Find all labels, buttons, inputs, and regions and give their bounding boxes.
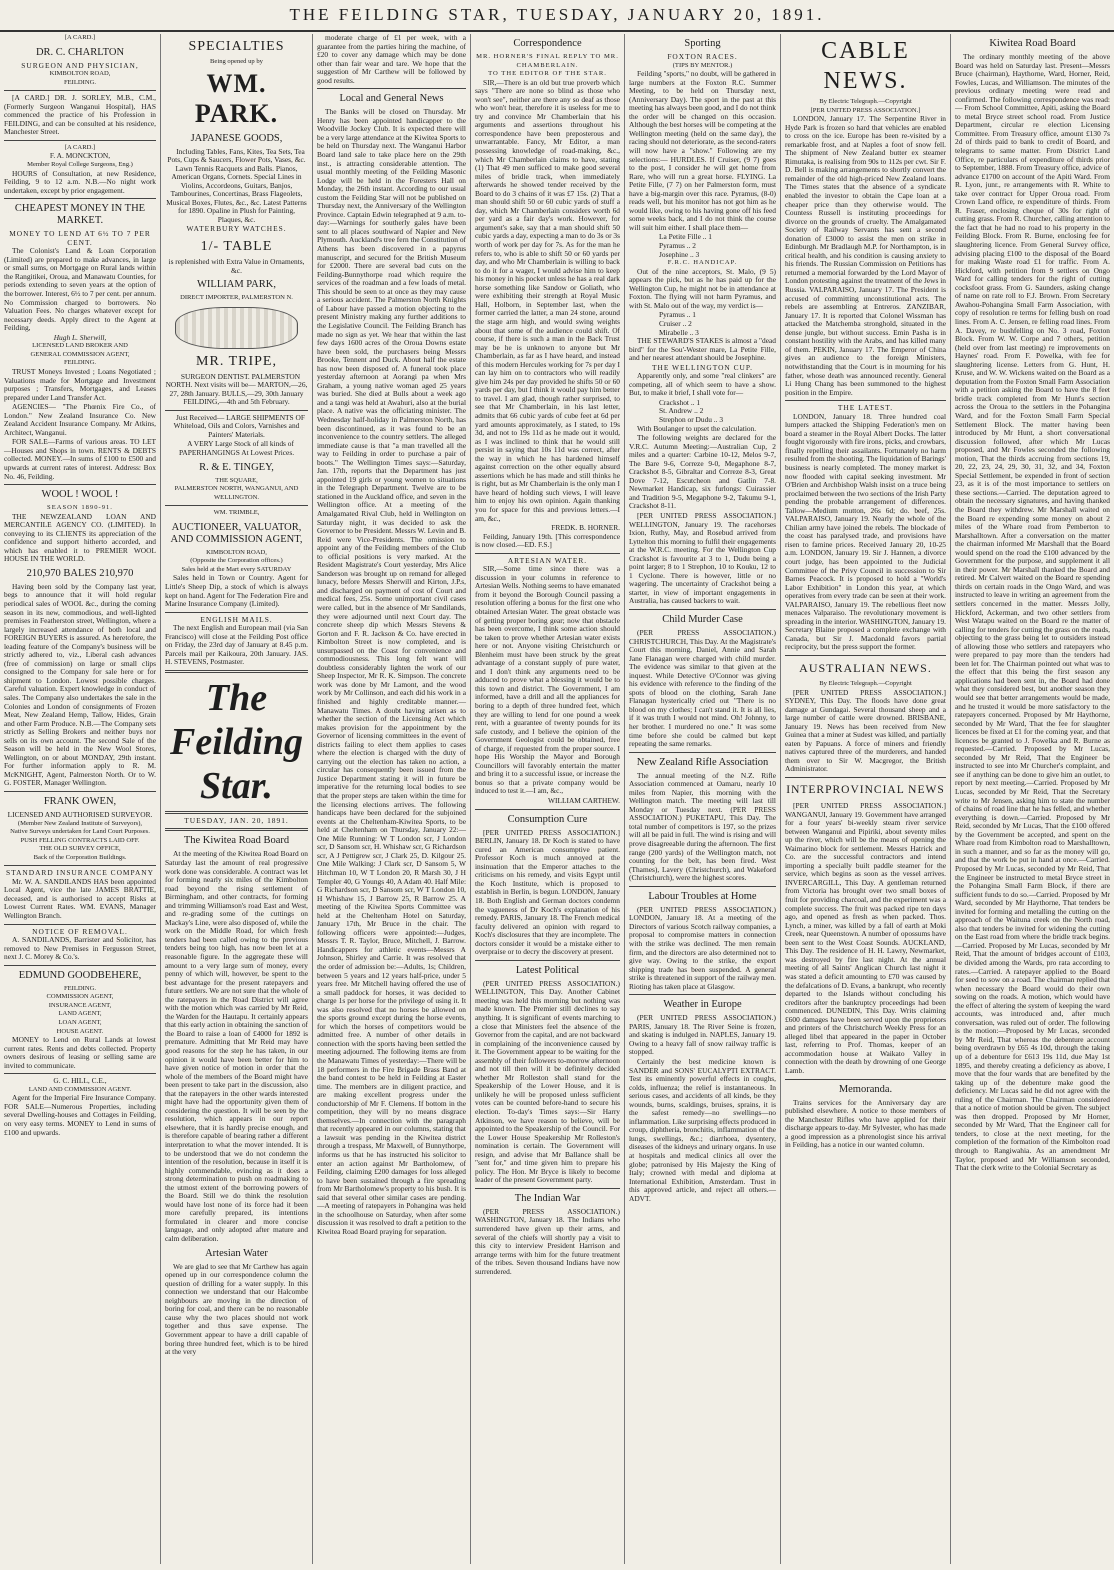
- bracelet-illustration-icon: [175, 307, 298, 349]
- consumption-cure-heading: Consumption Cure: [507, 813, 588, 825]
- horner-letter-signature: FREDK. B. HORNER.: [551, 523, 620, 533]
- ad-nzloan-intro: THE NEWZEALAND LOAN AND MERCANTILE AGENCY CO. (LIMITED). In conveying to its CLIENTS its appreciation of the confidence and support hitherto accorded, and which has enabled it to PREMIER WOOL HOUSE IN THE WORLD.: [4, 511, 156, 564]
- list-item: Pyramus .. 2: [659, 241, 696, 251]
- ad-sherwill-agencies: AGENCIES— "The Phœnix Fire Co., of London." New Zealand Insurance Co. New Zealand Accident Insurance Company. Mr Atkins, Architect, Wanganui.: [4, 402, 156, 437]
- column-1-advertisements: [0, 34, 160, 1564]
- australian-news-heading: AUSTRALIAN NEWS.: [799, 661, 932, 675]
- ad-goodbehere-text: MONEY to Lend on Rural Lands at lowest current rates. Rents and debts collected. Property owners desirous of leasing or selling same are invited to communicate.: [4, 1035, 156, 1070]
- column-4: [470, 34, 624, 1564]
- rifle-association-text: The annual meeting of the N.Z. Rifle Association commenced at Oamaru, nearly 10 miles from Napier, this morning with the Wellington match. The meeting will last till Monday or Tuesday next. (PER PRESS ASSOCIATION.) PUKETAPU, This Day. The total number of competitors is 197, so the prizes will all be paid in full. The wind is rising and will prove disagreeable during the afternoon. The first range (200 yards) of the Wellington match, not counting for the belt, has been fired. West (Thames), Lavery (Christchurch), and Wakeford (Christchurch), were the highest scores.: [629, 770, 776, 883]
- ad-standard-text: Mr. W. A. SANDILANDS HAS been appointed Local Agent, vice the late JAMES BRATTIE, deceased, and is authorised to accept Risks at Lowest Current Rates. WM. EVANS, Manager Wellington Branch.: [4, 876, 156, 921]
- sporting-heading: Sporting: [684, 38, 721, 49]
- latest-political-heading: Latest Political: [515, 964, 580, 976]
- latest-political-text: (PER UNITED PRESS ASSOCIATION.) WELLINGTON, This Day. Another Cabinet meeting was held this morning but nothing was made known. The Premier still declines to say anything. It is significant of events marching to a close that Ministers feel the absence of the Governor from the capital, and are not backward in complaining of the inconvenience caused by it. The Government appear to be waiting for the assembly of their followers to-morrow afternoon and not till then will it be definitely decided whether Mr Rolleston shall stand for the Speakership of the Lower House, and it is unlikely he will be proposed unless sufficient votes can be counted before-hand to secure his election. To-day's Times says:—Sir Harry Atkinson, we have reason to believe, will be appointed to the Speakership of the Council. For the Lower House Speakership Mr Rolleston's nomination is certain. The Government will resign, and advise that Mr Ballance shall be "sent for," and time given him to prepare his policy. The Hon. Mr Bryce is likely to become leader of the present Government party.: [475, 978, 620, 1185]
- ad-park-name: WILLIAM PARK,: [197, 279, 276, 291]
- editorial-artesian-heading: Artesian Water: [205, 1247, 268, 1259]
- ad-money-to-lend: MONEY TO LEND AT 6½ TO 7 PER CENT.: [9, 229, 151, 247]
- ad-sorley: [A CARD.] DR. J. SORLEY, M.B., C.M., (Formerly Surgeon Wanganui Hospital), HAS commenced the practice of his Profession in FEILDING, and can be consulted at his residence, Manchester Street.: [4, 93, 156, 137]
- ad-monckton-card: [A CARD.]: [64, 143, 96, 151]
- ad-owen-back: Back of the Corporation Buildings.: [33, 853, 127, 861]
- ad-charlton-town: FEILDING.: [63, 78, 97, 86]
- masthead-title: THE FEILDING STAR, TUESDAY, JANUARY 20, 1891.: [289, 5, 825, 24]
- issue-dateline: TUESDAY, JAN. 20, 1891.: [184, 815, 289, 825]
- road-board-report-heading: Kiwitea Road Board: [989, 38, 1076, 49]
- ad-owen-native: Native Surveys undertaken for Land Court Purposes.: [10, 828, 150, 836]
- ad-owen-bush: PUSH FELLING CONTRACTS LAID OFF.: [20, 836, 140, 844]
- wellington-cup-heading: THE WELLINGTON CUP.: [651, 362, 754, 372]
- ad-wm-park: WM. PARK.: [194, 68, 279, 128]
- ad-monckton-member: Member Royal College Surgeons, Eng.): [27, 161, 133, 169]
- artesian-letter-heading: ARTESIAN WATER.: [507, 555, 588, 565]
- list-item: Cruiser .. 2: [659, 318, 692, 328]
- indian-war-heading: The Indian War: [514, 1192, 581, 1204]
- ad-goodbehere-line-1: FEILDING.: [63, 984, 97, 992]
- ad-trimble-road: KIMBOLTON ROAD,: [206, 548, 267, 556]
- ad-charlton-card: [A CARD.]: [64, 34, 96, 41]
- interprovincial-news-heading: INTERPROVINCIAL NEWS: [786, 784, 945, 797]
- ad-monckton-hours: HOURS of Consultation, at new Residence, Feilding, 9 to 12 a.m. N.B.—No night work undertaken, except by prior engagement.: [4, 168, 156, 195]
- ad-goodbehere-line-5: LOAN AGENT,: [58, 1018, 102, 1026]
- ad-tingey-wellington: WELLINGTON.: [213, 493, 260, 501]
- editorial-kiwitea-heading: The Kiwitea Road Board: [183, 835, 290, 847]
- ad-sherwill-sale: FOR SALE—Farms of various areas. TO LET—Houses and Shops in town. RENTS & DEBTS collected. MONEY.—In sums of £100 to £500 and upwards at current rates of interest. Address: Box No. 46, Feilding.: [4, 437, 156, 481]
- labour-troubles-heading: Labour Troubles at Home: [648, 890, 757, 902]
- memoranda-text: Trains services for the Anniversary day are published elsewhere. A notice to those members of the Manchester Rifles who have applied for their discharge appears to-day. Mr Sylvester, who has made a good impression as a phrenologist since his arrival in Feilding, has a notice in our wanted column.: [785, 1097, 946, 1150]
- child-murder-text: (PER PRESS ASSOCIATION.) CHRISTCHURCH, This Day. At the Magistrate's Court this morning, Daniel, Annie and Sarah Jane Flanagan were charged with child murder. The evidence was similar to that given at the inquest. While Detective O'Connor was giving his evidence with reference to the finding of the spots of blood on the clothing, Sarah Jane Flanagan hysterically cried out "There is no blood on my clothes; I can't stand it. It is all lies, if it was truth I would not mind. Oh! Johnny, to her brother. I murdered no one." It was some time before she could be calmed but kept repeating the same remarks.: [629, 628, 776, 749]
- ad-removal-text: A. SANDILANDS, Barrister and Solicitor, has removed to New Premises in Fergusson Street, next J. C. Morey & Co.'s.: [4, 935, 156, 962]
- frc-handicap-text: Out of the nine acceptors, St. Malo, (9 5) appears the pick, but as he has paid up for the Wellington Cup, he might not be in attendance at Foxton. The flying will not harm Pyramus, and with St. Malo out of the way, my verdict is—: [629, 266, 776, 310]
- wellington-cup-text: Apparently only, and some "real clinkers" are competing, all of which seem to have a show. But, to make it brief, I shall vote for—: [629, 371, 776, 398]
- ad-standard-heading: STANDARD INSURANCE COMPANY: [6, 868, 154, 878]
- ad-tripe-text: SURGEON DENTIST. PALMERSTON NORTH. Next visits will be— MARTON,—26, 27, 28th January. BULLS,—29, 30th January FEILDING,—4th and 5th February.: [165, 371, 308, 407]
- correspondence-heading: Correspondence: [513, 38, 582, 49]
- indian-war-text: (PER PRESS ASSOCIATION.) WASHINGTON, January 18. The Indians who surrendered have given up their arms, and several of the chiefs will shortly pay a visit to this city to interview President Harrison and arrange terms with him for the future treatment of the tribes. Seven thousand Indians have now surrendered.: [475, 1206, 620, 1276]
- ad-tingey-name: R. & E. TINGEY,: [199, 461, 274, 473]
- ad-received: Just Received— LARGE SHIPMENTS OF Whiteload, Oils and Colors, Varnishes and Painters' Materials.: [173, 412, 305, 439]
- editorial-artesian-text: We are glad to see that Mr Carthew has again opened up in our correspondence column the question of drilling for a water supply. In this connection we understand that our Halcombe neighbours are moving in the direction of boring for coal, and there can be no reasonable cause why the two places should not work together and thus save expense. The Government appear to have a drill capable of boring three hundred feet, which is to be hired at the very: [165, 1261, 308, 1357]
- local-news-text: The Banks will be closed on Thursday. Mr Henry has been appointed handicapper to the Woodville Jockey Club. It is expected there will be a very large attendance at the Kiwitea Sports to be held on Thursday next. The Wanganui Harbor Board land sale to take place here on the 29th inst., is attracting considerable attention. The usual monthly meeting of the Feilding Masonic Lodge will be held in the Foresters Hall on Monday, the 26th instant. According to our usual custom the Feilding Star will not be published on Thursday next, the Anniversary of the Wellington Province. Captain Edwin telegraphed at 9 a.m. to-day:—Warnings for southerly gales have been sent to all places southward of Napier and New Plymouth. Auckland's tree fern the Constitution of Athens has been discovered in a papyrus manuscript, and secured for the British Museum for £2000. There are several bad cuts on the Feilding-Bunnythorpe road which require the services of the roadman and a few loads of metal. This should be seen to at once as they may cause a serious accident. The Palmerston North Knights of Labour have passed a motion objecting to the present Ministry making any further additions to the Legislative Council. The Feilding Branch has made no sign as yet. We hear that within the last few days 1600 acres of the Oroua Downs estate have been sold, the purchasers being Messrs Brooke, Tennent and Duck. About half the estate has now been disposed of. A funeral took place yesterday afternoon at Aorangi pa when Mrs Graham, a young native woman aged 25 years was buried. She died at Bulls about a week ago and a tangi was held at Awahuri, also at the burial place. A native was the officiating minister. The Wednesday half-holiday in Palmerston North, has been discontinued, as it was found to be an inconvenience to the country settlers. The alleged immediate cause is that "a man travelled all the way to Feilding in order to purchase a pair of boots." The Wellington Times says:—Saturday, Jan. 17th, reports that the Department has just appointed 19 girls or young women to situations in the Telegraph Department. Twelve are to be stationed in the Auckland office, and seven in the Wellington office. At a meeting of the Amalgamated Rival Club, held in Wellington on Saturday night, it was decided to ask the Governor to be President. Messrs W. Levin and B. Reid were Vice-Presidents. The omission to appoint any of the Feilding members of the Club to official positions is very marked. At the Resident Magistrate's Court yesterday, Mrs Alice Sanderson was brought up on remand for alleged lunacy, before Messrs Sherwill and Kirton, J.P.s, and discharged on payment of cost of Court and medical fees, 25s. Some unimportant civil cases were called, but in the absence of Mr Sandilands, they were adjourned until next Court day. The concrete sheep dip which Messrs Stevens & Gorton and F. R. Jackson & Co. have erected in Kimbolton Street is now completed, and is unsurpassed on the Coast for convenience and commodiousness. This long felt want will doubtless considerably lighten the work of our Sheep Inspector, Mr R. K. Simpson. The concrete work was done by Mr Lamont, and the wood work by Mr Collinson, and each did his work in a finished and highly creditable manner.—Manawatu Times. A doubt having arisen as to whether the section of the Licensing Act which makes provision for the appointment by the Governor of licensing committees in the event of districts failing to elect them applies to cases where the election is charged with the duty of carrying out the election has taken no action, a circular has consequently been issued from the Justice Department stating it will in future be imperative for the returning local bodies to see that the proper steps are taken within the time for the licensing elections arrives. The following handicaps have been declared for the subjoined events at the Cheltenham-Kiwitea Sports, to be held at Cheltenham on Thursday, January 22:—One Mile Running: W T London scr, J London scr, D Sansom scr, H. Whishaw scr, G Richardson scr, A J Pettigrew scr, J Clark 25, D. Kilgour 25. One Mile Walking: J Clark scr, D Sansom 5, W Hitchman 10, W T London 20, R Marsh 30, J H Templer 40, G Youngs 40, A Adam 40. Half Mile: G Richardson scr, D Sansom scr, W T London 10, H Whishaw 15, J Barrow 25, R Barrow 25. A meeting of the Kiwitea Sports Committee was held at the Cheltenham Hotel on Saturday, January 17th, Mr Bruce in the chair. The following officers were appointed:—Judges, Messrs T. R. Taylor, Bruce, Mitchell, J. Barrow. Handicappers for athletic events—Messrs A Johnson, Shirley and Carrie. It was resolved that the order of admission be:—Adults, 1s; Children, between 5 years and 12 years half-price, under 5 years free. Mr Mitchell having offered the use of a small paddock for horses, it was decided to charge 1s per horse for the privilege of using it. It was also resolved that no horses be allowed on the sports ground except during the horse events, for which the horses of competitors would be admitted free. A number of other details in connection with the sports having been settled the meeting adjourned. The following items are from the Manawatu Times of yesterday:—There will be 18 performers in the Fire Brigade Brass Band at the band contest to be held in Feilding at Easter time. The members are in diligent practice, and are making excellent progress under the conductorship of Mr F. Clemens. If bottom in the competition, they will by no means disgrace themselves.—In connection with the paragraph that recently appeared in our columns, stating that a lawsuit was pending in the Kiwitea district through a trespass, Mr Maxwell, of Bunnythorpe, informs us that he has instructed his solicitor to enter an action against Mr Bartholomew, of Feilding, claiming £200 damages for loss alleged to have been sustained through a fire spreading from Mr Bartholomew's property to his bush. It is said that several other similar cases are pending.—A meeting of ratepayers in Pohangina was held in the schoolhouse on Saturday, when after some discussion it was resolved to draft a petition to the Kiwitea Road Board praying for separation.: [317, 107, 467, 1236]
- list-item: Crackshot .. 1: [659, 397, 701, 407]
- horner-letter-heading: MR. HORNER'S FINAL REPLY TO MR. CHAMBERLAIN.: [476, 53, 619, 69]
- ad-hill-name: G. C. HILL, C.E.,: [53, 1076, 107, 1086]
- column-3: [312, 34, 470, 1564]
- list-item: La Petite Fille .. 1: [659, 232, 712, 242]
- ad-specialties: SPECIALTIES: [188, 39, 285, 54]
- ad-trimble-sales: Sales held at the Mart every SATURDAY: [181, 565, 292, 573]
- ad-wool-season: SEASON 1890-91.: [47, 504, 113, 512]
- masthead: [0, 0, 1114, 32]
- ad-trimble-title: AUCTIONEER, VALUATOR, AND COMMISSION AGENT,: [170, 521, 303, 545]
- wellington-cup-text-2: With Boulanger to upset the calculation.: [637, 423, 757, 433]
- list-item: Strephon or Dudu .. 3: [659, 414, 724, 424]
- ad-owen-title: LICENSED AND AUTHORISED SURVEYOR.: [7, 810, 153, 820]
- ad-charlton-name: DR. C. CHARLTON: [35, 46, 125, 58]
- ad-trimble-text: Sales held in Town or Country. Agent for Little's Sheep Dip, a stock of which is always kept on hand. Agent for The Federation Fire and Marine Insurance Company (Limited).: [165, 573, 308, 609]
- ad-charlton-road: KIMBOLTON ROAD,: [49, 70, 111, 78]
- the-latest-heading: THE LATEST.: [837, 403, 894, 413]
- weather-europe-heading: Weather in Europe: [663, 999, 742, 1011]
- cable-news-text: LONDON, January 17. The Serpentine River in Hyde Park is frozen so hard that vehicles are enabled to cross on the ice. Europe has been re-visited by a remarkable frost, and at Naples a foot of snow fell. The shipment of New Zealand butter ex steamer Rimutaka, is realising from 90s to 112s per cwt. Sir F. D. Bell is making arrangements to shortly convert the remainder of the old high-priced New Zealand loans. The Times states that the absence of a syndicate enabled the investor to obtain the Cape loan at a cheaper price than they otherwise would. The Countess Russell is instituting proceedings for divorce on the grounds of cruelty. The Amalgamated Society of Railway Servants has sent a second donation of £3000 to assist the men on strike in Edinburgh. Mr Bradlaugh M.P. for Northampton, is in critical health, and his condition is causing anxiety to his friends. The Russian Commission on Petitions has returned a memorial forwarded by the Lord Mayor of London protesting against the treatment of the Jews in Russia. VALPARAISO, January 17. The President is accused of committing unconstitutional acts. The rebels are assembling at Entreros. ZANZIBAR, January 17. It is reported that Colonel Wissman has attacked the Matchemba stronghold, situated in the dense jungle, but without success. Emin Pasha is in constant hostility with the Arabs, and has killed many of them. PEKIN, January 17. The Emperor of China gives an audience to the foreign Ministers, notwithstanding that the Court is in mourning for his father, whose death was announced recently. General Li Hung Chang has been summoned to the highest position in the Empire.: [785, 114, 946, 397]
- consumption-cure-text: [PER UNITED PRESS ASSOCIATION.] BERLIN, January 18. Dr Koch is stated to have cured an American consumptive patient. Professor Koch is much annoyed at the insinuation that the Emperor attaches to the criticisms on his remedy, and visits Egypt until the Koch Institute, which is proposed to establish in Berlin, is begun. LONDON, January 18. Both English and German doctors condemn the vagueness of Dr Koch's explanation of his remedy. PARIS, January 18. The French medical faculty delivered an opinion with regard to Koch's disclosures that they are incomplete. The doctors consider it would be a mistake either to overpraise or to decry the discovery at present.: [475, 827, 620, 957]
- column-7: [950, 34, 1114, 1564]
- ad-japanese-text: Including Tables, Fans, Kites, Tea Sets, Tea Pots, Cups & Saucers, Flower Pots, Vases, &c. Lawn Tennis Racquets and Balls. Pianos, American Organs, Cornets. Special Lines in Violins, Accordeons, Guitars, Banjos, Tambourines, Concertinas, Brass Flageolets, Musical Boxes, Flutes, &c., &c. Latest Patterns for 1890. Opaline in Plush for Painting, Plaques, &c.: [166, 146, 307, 224]
- ad-goodbehere-line-6: HOUSE AGENT.: [56, 1027, 104, 1035]
- ad-being-opened: Being opened up by: [210, 58, 263, 65]
- ad-goodbehere-name: EDMUND GOODBEHERE,: [18, 969, 142, 981]
- horner-letter-editor: TO THE EDITOR OF THE STAR.: [488, 70, 607, 78]
- vrc-weights-text: The following weights are declared for the V.R.C. Autumn Meeting:—Australian Cup, 2 miles and a quarter: Carbine 10-12, Melos 9-7, The Bare 9-6, Correze 9-0, Megaphone 8-7, Crackshot 8-5, Gibraltar and Correze 8-3, Great Dove 7-12, Escutcheon and Gatlin 7-8. Newmarket Handicap, six furlongs: Cuirassier and Tradition 9-5, Megaphone 9-2, Takumu 9-1, Crackshot 8-11.: [629, 433, 776, 511]
- ad-wool-heading: WOOL ! WOOL !: [41, 489, 119, 501]
- cable-upa: [PER UNITED PRESS ASSOCIATION.]: [810, 106, 921, 114]
- notice-english-mails-text: The next English and European mail (via San Francisco) will close at the Feilding Post office on Friday, the 23rd day of January at 8.45 p.m. Parcels mail per Kaikoura, 20th January. JAS. H. STEVENS, Postmaster.: [165, 623, 308, 667]
- ad-table: 1/- TABLE: [200, 239, 273, 255]
- ad-nzloan-body: Having been sold by the Company last year, begs to announce that it will hold regular periodical sales of WOOL &c., during the coming season in its new, commodious, and well-lighted premises in Featherston street, Wellington, where a largely increased attendance of both local and FOREIGN BUYERS is assured. As heretofore, the leading feature of the Company's business will be strictly adhered to, viz., Liberal cash advances (free of commission) on large or small clips consigned to the Company for sale here or for shipment to London. Lowest possible charges. Careful valuation. Expert knowledge in conduct of sales. The Company also undertakes the sale in the Colonies and London of consignments of Frozen Meat, New Zealand Hemp, Tallow, Hides, Grain and other Farm Produce. N.B.—The Company sets strictly as Selling Brokers and neither buys nor sells on its own account. The second Sale of the Season will be held in the New Wool Stores, Wellington, on or about MONDAY, 29th instant. For further information apply to R. M. McKNIGHT, Agent, Palmerston North. Or to W. G. FOSTER, Manager Wellington.: [4, 581, 156, 788]
- labour-troubles-text: (PER UNITED PRESS ASSOCIATION.) LONDON, January 18. At a meeting of the Directors of various Scotch railway companies, a proposal to compromise matters in connection with the strike was declined. The men remain firm, and the directors are also determined not to give way. Owing to the strike, the export shipping trade has been suspended. A general strike is threatened in support of the railway men. Rioting has taken place at Glasgow.: [629, 904, 776, 991]
- list-item: Mirabelle .. 3: [659, 327, 699, 337]
- ad-hill-title: LAND AND COMMISSION AGENT.: [28, 1085, 132, 1093]
- memoranda-heading: Memoranda.: [838, 1083, 893, 1095]
- cable-news-heading: CABLE NEWS.: [821, 38, 910, 94]
- ad-goodbehere-line-4: LAND AGENT,: [58, 1010, 102, 1018]
- eucalypti-advert-text: Certainly the best medicine known is SANDER and SONS' EUCALYPTI EXTRACT. Test its eminently powerful effects in coughs, colds, influenza; the relief is instantaneous. In serious cases, and accidents of all kinds, be they wounds, burns, scaldings, bruises, sprains, it is the safest remedy—no swellings—no inflammation. Like surprising effects produced in croup, diphtheria, bronchitis, inflammation of the lungs, swellings, &c.; diarrhoea, dysentery, diseases of the kidneys and urinary organs. In use at hospitals and medical clinics all over the globe; patronised by His Majesty the King of Italy; crowned with medal and diploma at International Exhibition, Amsterdam. Trust in this approved article, and reject all others.—ADVT.: [629, 1056, 776, 1203]
- ad-goodbehere-line-3: INSURANCE AGENT,: [48, 1001, 112, 1009]
- ad-tingey-square: THE SQUARE,: [215, 476, 258, 484]
- ad-goodbehere-line-2: COMMISSION AGENT,: [46, 993, 114, 1001]
- ad-tingey-towns: PALMERSTON NORTH, WANGANUI, AND: [174, 485, 299, 493]
- stewards-stakes-text: THE STEWARD'S STAKES is almost a "dead bird" for the Sou'-Wester mare, La Petite Fille, and her nearest attendant should be Josephine.: [629, 336, 776, 363]
- editorial-kiwitea-text: At the meeting of the Kiwitea Road Board on Saturday last the amount of real progressive work done was considerable. A contract was let for forming nearly six miles of the Kimbolton road beyond the rising settlement of Birmingham, and other contracts, for forming and trimming Williamson's road East and West, and re-grading some of the cuttings on Mackay's Line, were also disposed of, while the work on the Middle Road, for which fresh tenders had been called owing to the previous tenders being too high, has now been let at a reasonable figure. In the aggregate these will amount to a very large sum of money, every penny of which will, however, be spent to the best advantage for the present ratepayers and future settlers. We are not sure that the whole of the ratepayers in the Road District will agree with the motion which was carried by Mr Reid, the Warden for the Hautapu. It certainly appears that this early action in obtaining the sanction of the Board to raise a loan of £4000 for 1892 is premature. Admitting that Mr Reid may have good reasons for the step he has taken, in our opinion it would have been better for him to have given notice of motion in order that the whole of the members of the Board might have been present to take part in the discussion, also that the ratepayers in the other wards interested might have had the opportunity given them of considering the question. It will be seen by the resolution, which appears in our report elsewhere, that it is hardly precise enough, and is therefore capable of bearing rather a different interpretation to what the mover intended. It is to be understood that we do not condemn the intention of the resolution, because in itself it is highly commendable, evincing as it does a strong determination to push on roadmaking to the utmost extent of the borrowing powers of the Board. Still we do think the resolution would have lost none of its force had it been more carefully prepared, its intentions formulated in clearer and more concise language, and only adopted after mature and calm deliberation.: [165, 849, 308, 1244]
- artesian-letter-signature: WILLIAM CARTHEW.: [548, 796, 620, 806]
- ad-sherwill-title: LICENSED LAND BROKER AND: [32, 342, 128, 350]
- ad-colonists-loan: The Colonist's Land & Loan Corporation (Limited) are prepared to make advances, in large or small sums, on Mortgage on Rural lands within the Rangitikei, Oroua, and Manawatu Counties, for periods extending to seven years at the option of the borrower. Interest, 6½ to 7 per cent. per annum. No Commission charged to borrowers. No Valuation Fees. No charges whatever except for necessary deeds. Apply direct to the Agent at Feilding,: [4, 246, 156, 333]
- cable-copyright: By Electric Telegraph.—Copyright: [819, 98, 912, 105]
- ad-charlton-title: SURGEON AND PHYSICIAN,: [21, 60, 139, 70]
- ad-park-importer: DIRECT IMPORTER, PALMERSTON N.: [180, 294, 293, 302]
- artesian-letter-text: SIR,—Some time since there was a discussion in your columns in reference to Artesian Wells. Nothing seems to have emanated from it beyond the Borough Council passing a resolution offering a bonus for the first one who obtained Artesian Water. The great obstacle was of getting proper boring gear; now that obstacle has been overcome, I think some action should be taken to prove whether Artesian water exists here or not. Anyone visiting Christchurch or Blenheim must have been struck by the great advantage of a constant supply of pure water, and I don't think any arguments need to be adduced to prove what a blessing it would be to this town and district. The Government, I am informed, have a drill and all the appliances for boring to a depth of three hundred feet, which they are willing to lend for one pound a week rent, with a guarantee of twenty pounds for its safe custody, and I believe the opinion of the Government Geologist could be obtained, free of charge, if requested from the proper source. I hope His Worship the Mayor and Borough Councillors will favorably entertain the matter and bring it to a successful issue, or increase the bonus so that a private company would be induced to test it.—I am, &c.,: [475, 564, 620, 796]
- local-news-heading: Local and General News: [339, 93, 444, 105]
- ad-paperhangings: A VERY Large Stock of all kinds of PAPERHANGINGS At Lowest Prices.: [178, 439, 295, 458]
- rifle-association-heading: New Zealand Rifle Association: [636, 756, 769, 768]
- foxton-tips-by: (TIPS BY MENTOR.): [672, 61, 733, 69]
- ad-monckton-name: F. A. MONCKTON,: [49, 151, 111, 161]
- ad-owen-name: FRANK OWEN,: [43, 796, 117, 808]
- ad-sherwill-agent: GENERAL COMMISSION AGENT,: [30, 350, 130, 358]
- child-murder-heading: Child Murder Case: [662, 614, 743, 625]
- ad-sherwill-name: Hugh L. Sherwill,: [53, 332, 107, 342]
- ad-waterbury: WATERBURY WATCHES.: [186, 224, 287, 234]
- notice-english-mails: ENGLISH MAILS.: [200, 614, 273, 624]
- frc-handicap-heading: F.R.C. HANDICAP.: [667, 259, 738, 267]
- ad-tripe-name: MR. TRIPE,: [196, 353, 277, 369]
- horner-letter-note: Feilding, January 19th. [This correspondence is now closed.—ED. F.S.]: [475, 531, 620, 550]
- ad-sherwill-town: FEILDING.: [63, 359, 97, 367]
- the-latest-text: LONDON, January 18. Three hundred coal lumpers attacked the Shipping Federation's men on board a steamer in the Royal Albert Docks. The latter fought vigorously with fire irons, picks, and crowbars, finally repelling their assailants. Fortunately no harm resulted from the shooting. The liquidation of Barings' business is nearly completed. The money market is now flooded with capital seeking investment. Mr O'Brien and Archbishop Walsh insist on a truce being proclaimed between the two sections of the Irish Party pending the probable arrangement of differences. Tallow—Medium mutton, 26s 6d; do. beef, 25s. VALPARAISO, January 19. Nearly the whole of the Chilian army have joined the rebels. The blockade of the coast has paralysed trade, and provisions have risen to famine prices. Received January 20, 10-25 a.m. LONDON, January 19. Sir J. Hannen, a divorce court judge, has been appointed to the Judicial Committee of the Privy Council in succession to Sir Barnes Peacock. It is proposed to hold a "World's Labor Exhibition" in London this year, at which operatives from every trade can be seen at their work. VALPARAISO, January 19. The rebellious fleet now menaces Valparaiso. The revolutionary movement is spreading in the interior. WASHINGTON, January 19. Secretary Blaine proposed a complete exchange with Canada, but Sir J. Macdonald favors partial reciprocity, but the press support the former.: [785, 411, 946, 652]
- ad-nzloan-bales: 210,970 BALES 210,970: [26, 567, 134, 579]
- editorial-artesian-continued: moderate charge of £1 per week, with a guarantee from the parties hiring the machine, of £20 to cover any damage which may be done other than fair wear and tare. We hope that the suggestion of Mr Carthew will be followed by good results.: [317, 34, 466, 85]
- list-item: Pyramus .. 1: [659, 310, 696, 320]
- foxton-races-text: Feilding "sports," no doubt, will be gathered in large numbers at the Foxton R.C. Summer Meeting, to be held on Thursday next, (Anniversary Day). The sport in the past at this meeting has always been good, and I do not think the order will be changed on this occasion. Although the best horses will be competing at the Wellington meeting (held on the same day), the racing should not deteriorate, as the second-raters will now have a "show." Following are my selections:— HURDLES. If Cruiser, (9 7) goes to the post, I consider he will get home from Rare, who will run a great horse. FLYING. La Petite Fille, (7 7) on her Palmerston form, must have a big-margin over this race. Pyramus, (8-0) reads well, but his monitor has not got him as he would like, owing to his having gone off his feed some weeks back, and I do not think the course will suit him either. I shall place them—: [629, 69, 776, 232]
- ad-owen-office: THE OLD SURVEY OFFICE,: [39, 845, 121, 853]
- foxton-races-heading: FOXTON RACES.: [667, 52, 738, 61]
- ad-trimble-name: WM. TRIMBLE,: [213, 509, 260, 517]
- weather-europe-text: (PER UNITED PRESS ASSOCIATION.) PARIS, January 18. The River Seine is frozen, and skating is indulged in. NAPLES, January 19. Owing to a heavy fall of snow railway traffic is stopped.: [629, 1013, 776, 1057]
- ad-table-text: is replenished with Extra Value in Ornaments, &c.: [168, 257, 305, 275]
- list-item: St. Andrew .. 2: [659, 406, 704, 416]
- ad-japanese-goods: JAPANESE GOODS,: [190, 132, 283, 144]
- interprovincial-news-text: [PER UNITED PRESS ASSOCIATION.] WANGANUI, January 19. Government have arranged for a four years' bi-weekly steam river service between Wanganui and Pipiriki, about seventy miles up the river, which will be the means of opening the Waimarino block for settlement. Messrs Hatrick and Co. are the successful contractors and intend importing a specially built paddle steamer for the service, which begins as soon as the vessel arrives. INVERCARGILL, This Day. A gentleman returned from Victoria has brought over two small boxes of fruit for providing charcoal, and the experiment was a complete success. The fruit was packed ripe ten days ago, and opened as fresh as when packed. Thos. Lynch, a miner, was killed by a fall of earth at Moki Creek, near Queenstown. A number of opossums have been sent to the West Coast Sounds. AUCKLAND, This Day. The residence of H. H. Lawry, Newmarket, was destroyed by fire last night. At the annual meeting of all Saints' Anglican Church last night it was stated a deficit amounting to £70 was caused by the defalcations of D. Evans, a bankrupt, who recently departed to the Islands without concluding his creditors after the bankruptcy proceedings had been commenced. DUNEDIN, This Day. Writs claiming £600 damages have been served upon the proprietors and printers of the Christchurch Weekly Press for an alleged libel that appeared in the paper in October last, referring to Prof. Thomas, keeper of an accommodation house at Waikato Valley in connection with the death by drowning of one George Lamb.: [785, 801, 946, 1075]
- ad-hill-text: Agent for the Imperial Fire Insurance Company. FOR SALE—Numerous Properties, including several Dwelling-houses and Cottages in Feilding, on very easy terms. MONEY to Lend in sums of £100 and upwards.: [4, 1093, 156, 1137]
- list-item: Josephine .. 3: [659, 249, 700, 259]
- newspaper-nameplate: The Feilding Star.: [169, 676, 304, 807]
- ad-sherwill-trust: TRUST Moneys Invested ; Loans Negotiated ; Valuations made for Mortgage and Investment purposes ; Transfers, Mortgages, and Leases prepared under Land Transfer Act.: [4, 366, 156, 402]
- ad-cheapest-money: CHEAPEST MONEY IN THE MARKET.: [14, 203, 146, 227]
- column-2: [160, 34, 312, 1564]
- ad-owen-member: (Member New Zealand Institute of Surveyors),: [17, 819, 143, 827]
- ad-trimble-opposite: (Opposite the Corporation offices.): [190, 557, 283, 565]
- column-6: [780, 34, 950, 1564]
- horner-letter-text: SIR,—There is an old but true proverb which says "There are none so blind as those who won't see", neither are there any so deaf as those who won't hear, therefore it is useless for me to try and convince Mr Chamberlain that his arguments and assertions throughout his correspondence have been preposterous and unwarrantable. Fancy, Mr Editor, a man possessing knowledge of road-making, &c., which Mr Chamberlain claims to have, stating (1) That 49 men sufficed to make good several miles of bridle track, when immediately afterwards he showed tender received by the Board to do 3 chains of it was £7 15s. (2) That a man should shift 50 or 60 cubic yards of stuff a day, which Mr Chamberlain considers worth 6d per yard as a fair day's work. However, for argument's sake, say that a man should shift 50 cubic yards a day, expecting a man to do 3s or 3s worth of work per day for 7s. As for the man he refers to, who is able to shift 50 or 60 yards per day, and who Mr Chamberlain is willing to back to do it for a wager, I would advise him to keep his money in his pocket unless he has a real dark horse something like Sandow or Goliath, who were exhibiting their strength at Royal Music Hall, Holborn, in September last, when the former carried the latter, a man 24 stone, around the stage arm high, and would swing weights about that some of the audience could shift. Of course, if there is such a man in the Back Trust may be he is unknown to anyone but Mr Chamberlain, as far as I have heard, and instead of this modern Hercules working for 7s per day I can lay him on to contractors who will readily give him 24s per day provided he shifts 50 or 60 yards per day, but I think it would pay him better to travel. I am glad, though rather surprised, to see that Mr Chamberlain, in his last letter, admits that 66 cubic yards of cube feet at 6d per yard amounts approximately, as I stated, to 19s 3d, and not to 19s 11d as he made out it would, as I was inclined to think that he would still persist in saying that 10s 11d was correct, after the way in which he has hardened himself against correction on the other equally absurd assertions which he has made and still thinks he is right, but as Mr Chamberlain is the only man I have heard of holding such views, I will leave him to enjoy his own opinion. Again thanking you for space for this and previous letters.—I am, &c.,: [475, 77, 620, 523]
- racing-news-text: [PER UNITED PRESS ASSOCIATION.] WELLINGTON, January 19. The racehorses Ixion, Ruthy, May, and Rosebud arrived from Lyttelton this morning to fulfil their engagements at the W.R.C. meeting. For the Wellington Cup Crackshot is favourite at 3 to 1, Dudu being a point larger; 8 to 1 Strephon, 10 to Kouku, 12 to 1 Cyclone. There is however, little or no wagering. The uncertainty of Crackshot being a starter, in view of important engagements in Australia, has caused backers to wait.: [629, 510, 776, 606]
- australian-copyright: By Electric Telegraph.—Copyright: [819, 680, 912, 687]
- australian-news-text: [PER UNITED PRESS ASSOCIATION.] SYDNEY, This Day. The floods have done great damage at Gundagai. Several thousand sheep and a large number of cattle were drowned. BRISBANE, January 19. News has been received from New Guinea that a miner at Sudest was killed, and partially eaten by Papuans. A force of miners and friendly natives captured three of the murderers, and handed them over to Sir W. Macgregor, the British Administrator.: [785, 687, 946, 774]
- ad-removal-heading: NOTICE OF REMOVAL.: [32, 926, 128, 936]
- road-board-report-text: The ordinary monthly meeting of the above Board was held on Saturday last. Present—Messrs Bruce (chairman), Haythorne, Ward, Horner, Reid, Fowles, Lucas, and Williamson. The minutes of the previous ordinary meeting were read and confirmed. The following correspondence was read:— From School Committee, Apiti, asking the Board to metal Bryce street school road. From Justice Department, circular re election Licensing Committee. From Treasury office, amount £130 7s 2d of thirds paid to bank to credit of Board, and telegrams to same matter. From District Land Office, re particulars of expenditure of thirds prior to September, 1888. From Treasury office, advice of advance £1700 on account of the Apiti Ward. From R. Lyon, junr., re arrangements with R. White to take over contract for Upper Oroua road. From Crown Land office, re expenditure of thirds. From R. Fraser, enclosing cheque of 30s for right of cutting grass. From R. Churcher, calling attention to the fact that he had no road to his property in the Feilding Block. From R. Burne, enclosing fee for slaughtering licence. From General Survey office, advising placing £100 to the disposal of the Board for making Waste road £1 for traffic. From A. Hickford, with petition from 9 settlers on Ongo Ward for calling tenders for the right of cutting cocksfoot grass. From G. Saunders, asking change of name on rate roll to F.J. Brown. From Secretary Awahou-Pohangina Small Farm Association, with copy of resolution re terms for felling bush on road lines. From A. C. Jensen, re felling road lines. From A. Davey, re bushfelling on No. 3 road, Foxton Block. From W. W. Corpe and 7 others, petition (held over from last meeting) re improvements on Haynes' road. From F. Powelka, with fee for slaughtering license. Letters from G. Hunt, H. Kruse, and W. W. Wickens waited on the Board as a deputation from the Foxton Small Farm Association with a petition asking the Board to have the 8 feet bridle track completed from Mr Hunt's section across the Oroua to the settlers in the Pohangina Ward, and for the Foxton Small Farm Special Settlement Block. The matter having been introduced by Mr Hunt, a short conversational discussion followed, after which Mr Lucas proposed, and Mr Fowles seconded the following motion, That the thirds accruing from sections 19, 20, 22, 23, 24, 29, 30, 31, 32, and 34, Foxton Special Settlement, be expended in front of section 23, as it is of the most importance to settlers on these sections.—Carried. The deputation agreed to obtain the necessary signatures, and having thanked the Board they withdrew. Mr Marshall waited on the Board re expending some money on about 2 miles of the Whare road from Pemberton to Marshalltown. After a conversation on the matter the chairman informed Mr Marshall that the Board would spend on the road the £100 advanced by the Government for the purpose, and supplement it all in their power. Mr Marshall thanked the Board and retired. Mr Calvert waited on the Board re spending thirds on certain roads in the Ongo Ward, and was instructed to leave in writing an agreement from the settlers concerned in the matter. Messrs Jolly, Hickford, Ackerman, and two other settlers from West Watapu waited on the Board re the matter of calling for tenders for cutting the grass on the roads, objecting to the grass being let to outsiders instead of allowing those who settlers and ratepayers who were prepared to pay more than the tenders had been let for. The Chairman pointed out what was to the effect that this being the first season any applications had been sent in, the Board had done what they considered best, but another season they would see that better arrangements would be made, and he trusted it would be more satisfactory to the ratepayers concerned. Proposed by Mr Haythorne, seconded by Mr Ward, That the fee for slaughter licences be fixed at £1 for the coming year, and that licences be granted to J. Fowelka and R. Burne as requested.—Carried. Proposed by Mr Lucas, seconded by Mr Reid, That the Engineer be instructed to see into Mr Churcher's complaint, and see if anything can be done to give him an outlet, to report by next meeting.—Carried. Proposed by Mr Lucas, seconded by Mr Reid, That the Secretary write to Mr Jensen, asking him to state the number of chains of road line that he has felled, and whether everything is down.—Carried. Proposed by Mr Reid, seconded by Mr Lucas, That the £100 offered by the Government be accepted, and spent on the Whare road from Kimbolton road to Marshalltown, in such a manner, and so far as the money will go, and that the work be put in hand at once.—Carried. Proposed by Mr Lucas, seconded by Mr Reid, That the Engineer be instructed to metal Bryce street in the Pohangina Small Farm Block, if there are sufficient funds to do so.—Carried. Proposed by Mr Ward, seconded by Mr Haythorne, That tenders be invited for forming and metalling the cutting on the approach of the Waituna creek on the North road, also that tenders be invited for widening the cutting on the East road from where the bridle track begins.—Carried. Proposed by Mr Lucas, seconded by Mr Reid, That the amount of bridges account of £103, be divided among the Wards, pro rata according to rates.—Carried. A ratepayer applied to the Board for seed to sow on a road. The chairman replied that when necessary the Board would do their own sowing on the roads. A motion, which would have the effect of altering the system of keeping the ward accounts, was introduced and, after much conversation, was ruled out of order. The following is the motion:—Proposed by Mr Lucas, seconded by Mr Reid, That whereas the debenture account being overdrawn by £65 4s 10d, through the taking up of a debenture for £613 19s 11d, due May 1st 1895, and thereby creating a deficiency as above, I move that the four wards that are benefited by the taking up of the debenture make good the deficiency. Mr Lucas said he did not agree with the ruling of the Chairman. The Chairman considered that a notice of motion should be given. The subject was then dropped. Proposed by Mr Horner, seconded by Mr Ward, That the Engineer call for tenders, to close at the next meeting, for the completion of the formation of the Kimbolton road through to Rangiwahia. As an amendment Mr Taylor, proposed and Mr Williamson seconded, That the clerk write to the Colonial Secretary as: [955, 52, 1110, 1173]
- column-5: [624, 34, 780, 1564]
